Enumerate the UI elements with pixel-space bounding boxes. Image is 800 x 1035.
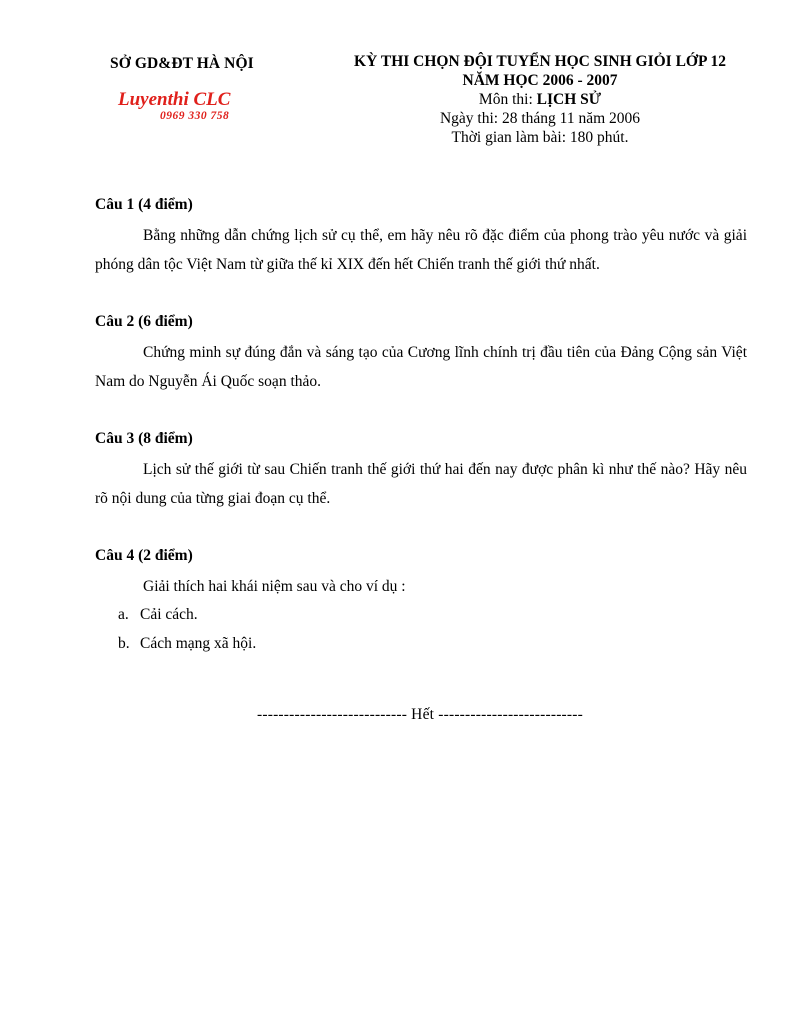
list-item-text: Cách mạng xã hội. bbox=[140, 635, 257, 652]
list-marker: a. bbox=[118, 606, 129, 623]
question-2-heading: Câu 2 (6 điểm) bbox=[95, 313, 193, 330]
exam-header bbox=[330, 52, 750, 147]
department-name: SỞ GD&ĐT HÀ NỘI bbox=[110, 55, 254, 72]
subject-line bbox=[330, 90, 750, 109]
exam-duration: Thời gian làm bài: 180 phút. bbox=[451, 129, 629, 146]
list-item-text: Cải cách. bbox=[140, 606, 198, 623]
logo-watermark bbox=[118, 90, 278, 122]
question-1-text: Bằng những dẫn chứng lịch sử cụ thể, em hãy nêu rõ đặc điểm của phong trào yêu nước và giải phóng dân tộc Việt Nam từ giữa thế kỉ XIX đến hết Chiến tranh thế giới thứ nhất. bbox=[95, 227, 747, 273]
list-item bbox=[118, 606, 198, 624]
question-1-heading: Câu 1 (4 điểm) bbox=[95, 196, 193, 213]
school-year: NĂM HỌC 2006 - 2007 bbox=[462, 72, 618, 89]
list-marker: b. bbox=[118, 635, 130, 652]
subject-name: LỊCH SỬ bbox=[536, 91, 602, 108]
list-item bbox=[118, 635, 256, 653]
question-3-text: Lịch sử thế giới từ sau Chiến tranh thế giới thứ hai đến nay được phân kì như thế nào? Hãy nêu rõ nội dung của từng giai đoạn cụ thể. bbox=[95, 461, 747, 507]
exam-title: KỲ THI CHỌN ĐỘI TUYỂN HỌC SINH GIỎI LỚP 12 bbox=[354, 53, 726, 70]
exam-date: Ngày thi: 28 tháng 11 năm 2006 bbox=[439, 110, 641, 127]
question-4-heading: Câu 4 (2 điểm) bbox=[95, 547, 193, 564]
question-3-heading: Câu 3 (8 điểm) bbox=[95, 430, 193, 447]
question-2-text: Chứng minh sự đúng đắn và sáng tạo của Cương lĩnh chính trị đầu tiên của Đảng Cộng sản Việt Nam do Nguyễn Ái Quốc soạn thảo. bbox=[95, 344, 747, 390]
end-marker: ---------------------------- Hết --------------------------- bbox=[256, 706, 584, 723]
question-4-text: Giải thích hai khái niệm sau và cho ví dụ : bbox=[143, 578, 406, 595]
logo-name: Luyenthi CLC bbox=[118, 89, 231, 110]
logo-phone: 0969 330 758 bbox=[160, 110, 230, 122]
subject-label: Môn thi: bbox=[478, 91, 537, 108]
